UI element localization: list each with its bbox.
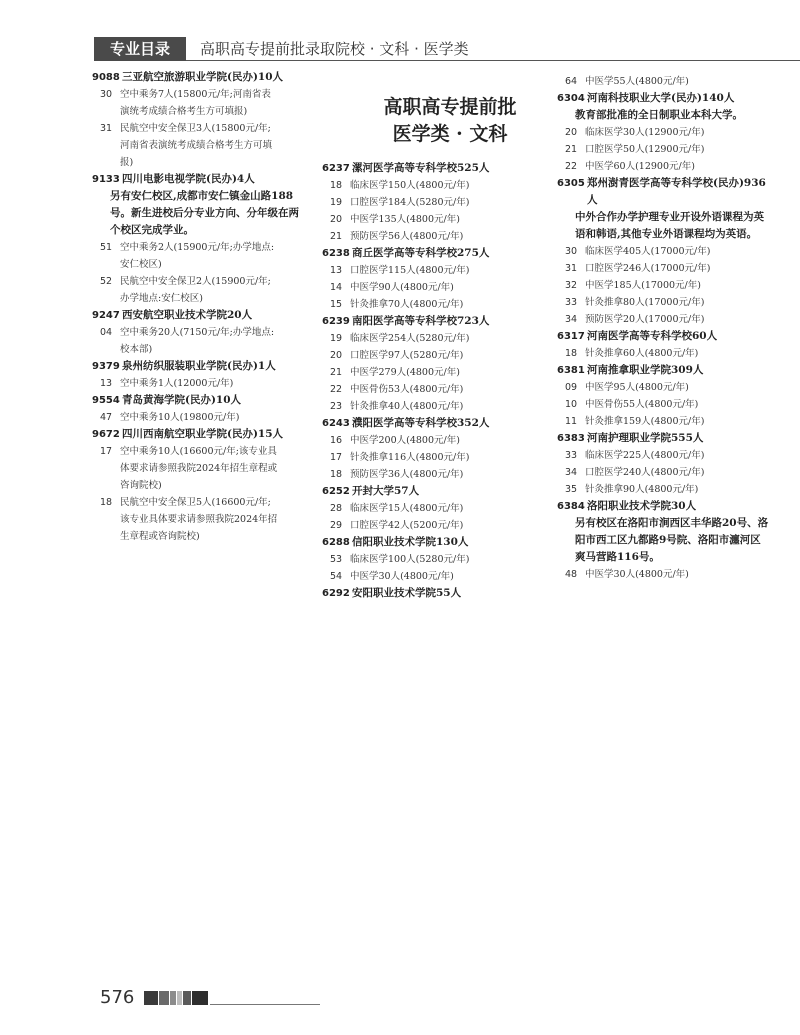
school-code: 6383: [557, 433, 585, 444]
school-entry: [92, 358, 314, 375]
right-column: [557, 73, 772, 583]
major-code: 18: [329, 469, 343, 480]
major-code: 32: [564, 280, 578, 291]
school-entry: [322, 160, 552, 177]
school-note: 中外合作办学护理专业开设外语课程为英: [575, 211, 764, 223]
school-name: 西安航空职业技术学院20人: [122, 309, 253, 321]
major-entry: [322, 347, 552, 364]
major-entry: [92, 375, 314, 392]
major-code: 34: [564, 467, 578, 478]
footer-bar: [170, 991, 176, 1005]
major-entry: [557, 158, 772, 175]
major-entry: [92, 443, 314, 460]
school-code: 9379: [92, 361, 120, 372]
major-text: 临床医学225人(4800元/年): [585, 450, 705, 461]
major-entry: [92, 273, 314, 290]
school-code: 9133: [92, 174, 120, 185]
major-entry: [92, 511, 314, 528]
major-text: 空中乘务2人(15900元/年;办学地点:: [120, 242, 275, 253]
footer-bar: [159, 991, 169, 1005]
school-code: 6384: [557, 501, 585, 512]
major-entry: [557, 260, 772, 277]
major-code: [92, 290, 120, 307]
major-code: 13: [99, 378, 113, 389]
major-code: 21: [564, 144, 578, 155]
major-entry: [92, 460, 314, 477]
major-entry: [92, 256, 314, 273]
major-text: 中医学135人(4800元/年): [350, 214, 460, 225]
major-entry: [322, 551, 552, 568]
school-entry: [322, 483, 552, 500]
major-entry: [92, 120, 314, 137]
major-text: 空中乘务10人(16600元/年;该专业具: [120, 446, 277, 457]
school-code: 6288: [322, 537, 350, 548]
major-entry: [92, 86, 314, 103]
school-code: 6238: [322, 248, 350, 259]
major-code: [92, 477, 120, 494]
major-text: 空中乘务10人(19800元/年): [120, 412, 240, 423]
major-entry: [557, 447, 772, 464]
page-footer: [100, 987, 320, 1009]
major-code: 20: [329, 350, 343, 361]
major-text: 空中乘务20人(7150元/年;办学地点:: [120, 327, 275, 338]
major-code: 13: [329, 265, 343, 276]
major-entry: [557, 294, 772, 311]
school-name: 泉州纺织服装职业学院(民办)1人: [122, 360, 276, 372]
major-code: [92, 154, 120, 171]
school-name: 洛阳职业技术学院30人: [587, 500, 697, 512]
school-name: 四川电影电视学院(民办)4人: [122, 173, 255, 185]
major-code: 19: [329, 197, 343, 208]
school-code: 6243: [322, 418, 350, 429]
major-code: 20: [564, 127, 578, 138]
school-name: 河南医学高等专科学校60人: [587, 330, 718, 342]
school-name: 开封大学57人: [352, 485, 420, 497]
section-title: [340, 94, 540, 148]
major-text: 中医学200人(4800元/年): [350, 435, 460, 446]
school-code: 9672: [92, 429, 120, 440]
major-text: 口腔医学184人(5280元/年): [350, 197, 470, 208]
major-code: 17: [99, 446, 113, 457]
major-code: 22: [329, 384, 343, 395]
major-entry: [557, 396, 772, 413]
school-note: 另有安仁校区,成都市安仁镇金山路188: [110, 190, 294, 202]
major-code: 18: [329, 180, 343, 191]
major-entry: [557, 124, 772, 141]
major-entry: [322, 211, 552, 228]
major-text: 针灸推拿80人(17000元/年): [585, 297, 705, 308]
school-name: 四川西南航空职业学院(民办)15人: [122, 428, 284, 440]
major-entry: [92, 103, 314, 120]
major-code: 33: [564, 450, 578, 461]
major-text: 报): [120, 157, 134, 168]
major-text: 口腔医学50人(12900元/年): [585, 144, 705, 155]
major-entry: [322, 449, 552, 466]
major-text: 安仁校区): [120, 259, 162, 270]
major-entry: [557, 481, 772, 498]
school-entry: [557, 362, 772, 379]
major-text: 中医学95人(4800元/年): [585, 382, 689, 393]
school-name: 濮阳医学高等专科学校352人: [352, 417, 490, 429]
school-entry: [557, 430, 772, 447]
footer-bar: [177, 991, 182, 1005]
major-entry: [322, 381, 552, 398]
major-entry: [92, 239, 314, 256]
school-name: 信阳职业技术学院130人: [352, 536, 469, 548]
major-text: 民航空中安全保卫5人(16600元/年;: [120, 497, 271, 508]
major-text: 针灸推拿70人(4800元/年): [350, 299, 464, 310]
school-note: 爽马营路116号。: [575, 551, 660, 563]
major-code: 28: [329, 503, 343, 514]
major-entry: [322, 568, 552, 585]
major-code: 29: [329, 520, 343, 531]
major-entry: [322, 466, 552, 483]
school-entry: [322, 415, 552, 432]
major-code: 04: [99, 327, 113, 338]
major-entry: [322, 279, 552, 296]
major-code: 21: [329, 231, 343, 242]
school-code: [557, 192, 587, 209]
school-entry: [92, 171, 314, 188]
major-text: 口腔医学97人(5280元/年): [350, 350, 464, 361]
major-entry: [92, 290, 314, 307]
major-entry: [322, 432, 552, 449]
major-entry: [92, 477, 314, 494]
school-note: 个校区完成学业。: [110, 224, 194, 236]
major-text: 空中乘务7人(15800元/年;河南省表: [120, 89, 271, 100]
major-entry: [557, 73, 772, 90]
major-code: 51: [99, 242, 113, 253]
school-code: 6317: [557, 331, 585, 342]
major-code: [92, 511, 120, 528]
major-code: [92, 256, 120, 273]
major-code: 35: [564, 484, 578, 495]
school-name: 人: [587, 194, 598, 206]
school-name: 河南护理职业学院555人: [587, 432, 704, 444]
major-text: 民航空中安全保卫2人(15900元/年;: [120, 276, 271, 287]
major-code: 19: [329, 333, 343, 344]
major-text: 中医学30人(4800元/年): [350, 571, 454, 582]
major-code: 16: [329, 435, 343, 446]
school-entry: [557, 175, 772, 192]
major-text: 生章程或咨询院校): [120, 531, 200, 542]
major-entry: [322, 194, 552, 211]
major-text: 口腔医学240人(4800元/年): [585, 467, 705, 478]
major-code: 21: [329, 367, 343, 378]
school-name: 河南科技职业大学(民办)140人: [587, 92, 735, 104]
major-text: 临床医学405人(17000元/年): [585, 246, 711, 257]
major-text: 口腔医学42人(5200元/年): [350, 520, 464, 531]
section-title-line1: 高职高专提前批: [383, 96, 517, 118]
major-text: 校本部): [120, 344, 153, 355]
major-text: 针灸推拿159人(4800元/年): [585, 416, 705, 427]
major-text: 临床医学254人(5280元/年): [350, 333, 470, 344]
header-divider: [186, 60, 800, 61]
major-code: 33: [564, 297, 578, 308]
major-code: [92, 341, 120, 358]
major-entry: [92, 494, 314, 511]
school-entry: [322, 313, 552, 330]
major-text: 河南省表演统考成绩合格考生方可填: [120, 140, 273, 151]
school-code: 6381: [557, 365, 585, 376]
school-entry: [92, 307, 314, 324]
major-code: 48: [564, 569, 578, 580]
major-text: 中医学279人(4800元/年): [350, 367, 460, 378]
major-entry: [557, 311, 772, 328]
major-entry: [557, 413, 772, 430]
major-code: 54: [329, 571, 343, 582]
school-name: 郑州澍青医学高等专科学校(民办)936: [587, 177, 766, 189]
school-entry: [557, 192, 772, 209]
major-entry: [322, 364, 552, 381]
major-text: 针灸推拿90人(4800元/年): [585, 484, 699, 495]
footer-bar: [144, 991, 158, 1005]
school-note: 另有校区在洛阳市涧西区丰华路20号、洛: [575, 517, 769, 529]
major-text: 空中乘务1人(12000元/年): [120, 378, 234, 389]
major-entry: [92, 154, 314, 171]
major-code: [92, 103, 120, 120]
school-code: 9247: [92, 310, 120, 321]
major-code: 10: [564, 399, 578, 410]
footer-bar: [183, 991, 191, 1005]
major-text: 中医骨伤53人(4800元/年): [350, 384, 464, 395]
major-code: 14: [329, 282, 343, 293]
major-text: 预防医学36人(4800元/年): [350, 469, 464, 480]
major-text: 针灸推拿116人(4800元/年): [350, 452, 470, 463]
major-code: 17: [329, 452, 343, 463]
school-note: 语和韩语,其他专业外语课程均为英语。: [575, 228, 758, 240]
school-name: 三亚航空旅游职业学院(民办)10人: [122, 71, 284, 83]
major-code: 09: [564, 382, 578, 393]
section-title-line2: 医学类 · 文科: [392, 123, 508, 145]
major-code: 22: [564, 161, 578, 172]
major-entry: [322, 330, 552, 347]
major-text: 该专业具体要求请参照我院2024年招: [120, 514, 278, 525]
major-code: 11: [564, 416, 578, 427]
school-name: 青岛黄海学院(民办)10人: [122, 394, 242, 406]
section-label: 专业目录: [94, 37, 186, 61]
major-code: 15: [329, 299, 343, 310]
major-text: 中医学30人(4800元/年): [585, 569, 689, 580]
major-text: 中医学60人(12900元/年): [585, 161, 695, 172]
footer-divider: [210, 1004, 320, 1005]
major-text: 中医学185人(17000元/年): [585, 280, 701, 291]
major-entry: [322, 398, 552, 415]
school-name: 漯河医学高等专科学校525人: [352, 162, 490, 174]
school-name: 河南推拿职业学院309人: [587, 364, 704, 376]
major-entry: [557, 243, 772, 260]
major-text: 中医学90人(4800元/年): [350, 282, 454, 293]
major-text: 中医学55人(4800元/年): [585, 76, 689, 87]
major-code: 64: [564, 76, 578, 87]
school-code: 6292: [322, 588, 350, 599]
page-header: [94, 37, 800, 61]
major-entry: [557, 379, 772, 396]
major-text: 口腔医学246人(17000元/年): [585, 263, 711, 274]
school-code: 6305: [557, 178, 585, 189]
major-code: 34: [564, 314, 578, 325]
school-name: 南阳医学高等专科学校723人: [352, 315, 490, 327]
school-entry: [92, 69, 314, 86]
major-code: 18: [99, 497, 113, 508]
major-entry: [557, 464, 772, 481]
major-entry: [557, 345, 772, 362]
footer-decoration: [144, 991, 209, 1005]
major-code: 18: [564, 348, 578, 359]
school-code: 6304: [557, 93, 585, 104]
school-entry: [322, 534, 552, 551]
major-entry: [557, 277, 772, 294]
school-note: 号。新生进校后分专业方向、分年级在两: [110, 207, 299, 219]
major-entry: [92, 341, 314, 358]
school-entry: [92, 392, 314, 409]
major-text: 演统考成绩合格考生方可填报): [120, 106, 248, 117]
school-note: 教育部批准的全日制职业本科大学。: [575, 109, 743, 121]
major-code: 31: [564, 263, 578, 274]
school-name: 商丘医学高等专科学校275人: [352, 247, 490, 259]
major-code: 23: [329, 401, 343, 412]
major-code: 53: [329, 554, 343, 565]
school-entry: [322, 585, 552, 602]
major-text: 针灸推拿40人(4800元/年): [350, 401, 464, 412]
school-entry: [557, 90, 772, 107]
major-code: 31: [99, 123, 113, 134]
major-text: 中医骨伤55人(4800元/年): [585, 399, 699, 410]
major-code: [92, 528, 120, 545]
major-entry: [92, 409, 314, 426]
school-entry: [557, 498, 772, 515]
major-code: [92, 460, 120, 477]
major-text: 预防医学56人(4800元/年): [350, 231, 464, 242]
major-entry: [557, 141, 772, 158]
major-entry: [322, 500, 552, 517]
major-text: 临床医学30人(12900元/年): [585, 127, 705, 138]
major-text: 针灸推拿60人(4800元/年): [585, 348, 699, 359]
school-entry: [557, 328, 772, 345]
major-text: 咨询院校): [120, 480, 162, 491]
header-subtitle: 高职高专提前批录取院校 · 文科 · 医学类: [200, 40, 469, 58]
major-text: 临床医学100人(5280元/年): [350, 554, 470, 565]
left-column: [92, 69, 314, 545]
major-entry: [322, 517, 552, 534]
school-code: 6239: [322, 316, 350, 327]
major-entry: [557, 566, 772, 583]
footer-bar: [192, 991, 208, 1005]
major-entry: [322, 296, 552, 313]
major-entry: [322, 262, 552, 279]
school-code: 6237: [322, 163, 350, 174]
school-entry: [322, 245, 552, 262]
school-name: 安阳职业技术学院55人: [352, 587, 462, 599]
major-text: 口腔医学115人(4800元/年): [350, 265, 470, 276]
major-entry: [322, 177, 552, 194]
major-code: [92, 137, 120, 154]
major-code: 30: [564, 246, 578, 257]
major-text: 民航空中安全保卫3人(15800元/年;: [120, 123, 271, 134]
major-code: 52: [99, 276, 113, 287]
middle-column: [322, 160, 552, 602]
school-note: 阳市西工区九都路9号院、洛阳市瀍河区: [575, 534, 761, 546]
major-code: 30: [99, 89, 113, 100]
school-code: 9554: [92, 395, 120, 406]
major-entry: [92, 137, 314, 154]
major-text: 预防医学20人(17000元/年): [585, 314, 705, 325]
major-code: 47: [99, 412, 113, 423]
page-number: 576: [100, 987, 135, 1008]
major-text: 办学地点:安仁校区): [120, 293, 203, 304]
major-text: 体要求请参照我院2024年招生章程或: [120, 463, 278, 474]
major-code: 20: [329, 214, 343, 225]
major-entry: [92, 324, 314, 341]
major-entry: [322, 228, 552, 245]
school-code: 6252: [322, 486, 350, 497]
major-entry: [92, 528, 314, 545]
major-text: 临床医学15人(4800元/年): [350, 503, 464, 514]
school-entry: [92, 426, 314, 443]
major-text: 临床医学150人(4800元/年): [350, 180, 470, 191]
school-code: 9088: [92, 72, 120, 83]
